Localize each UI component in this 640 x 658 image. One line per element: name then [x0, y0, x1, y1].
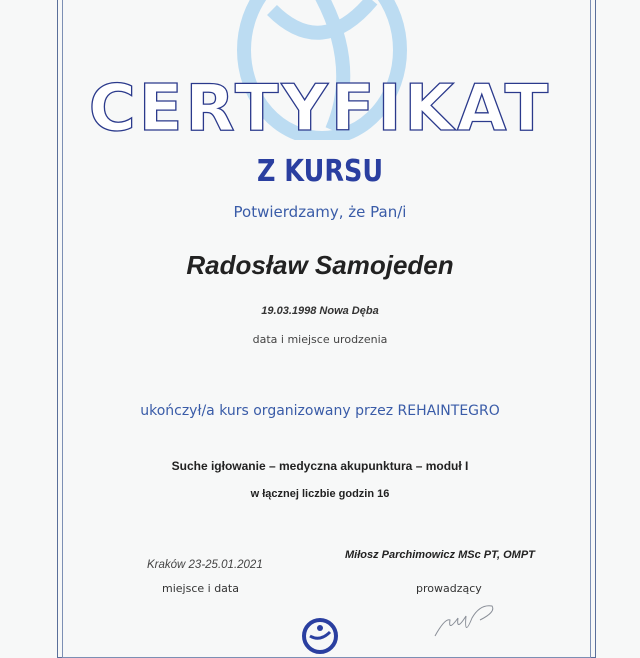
confirmation-text: Potwierdzamy, że Pan/i	[233, 203, 407, 221]
instructor-label: prowadzący	[416, 582, 482, 595]
signature-icon	[430, 598, 510, 640]
hours-text: w łącznej liczbie godzin 16	[250, 488, 390, 500]
course-name: Suche igłowanie – medyczna akupunktura – moduł I	[171, 459, 469, 473]
certificate-title: CERTYFIKAT	[88, 72, 552, 146]
birth-label: data i miejsce urodzenia	[252, 333, 388, 346]
completion-text: ukończył/a kurs organizowany przez REHAINTEGRO	[140, 403, 500, 419]
organizer-logo-icon	[300, 616, 340, 656]
instructor-name: Miłosz Parchimowicz MSc PT, OMPT	[345, 549, 535, 561]
recipient-name: Radosław Samojeden	[186, 250, 454, 280]
birth-info: 19.03.1998 Nowa Dęba	[261, 305, 379, 317]
place-date-label: miejsce i data	[162, 582, 239, 595]
place-date: Kraków 23-25.01.2021	[147, 559, 263, 571]
certificate-subtitle: Z KURSU	[256, 154, 384, 189]
